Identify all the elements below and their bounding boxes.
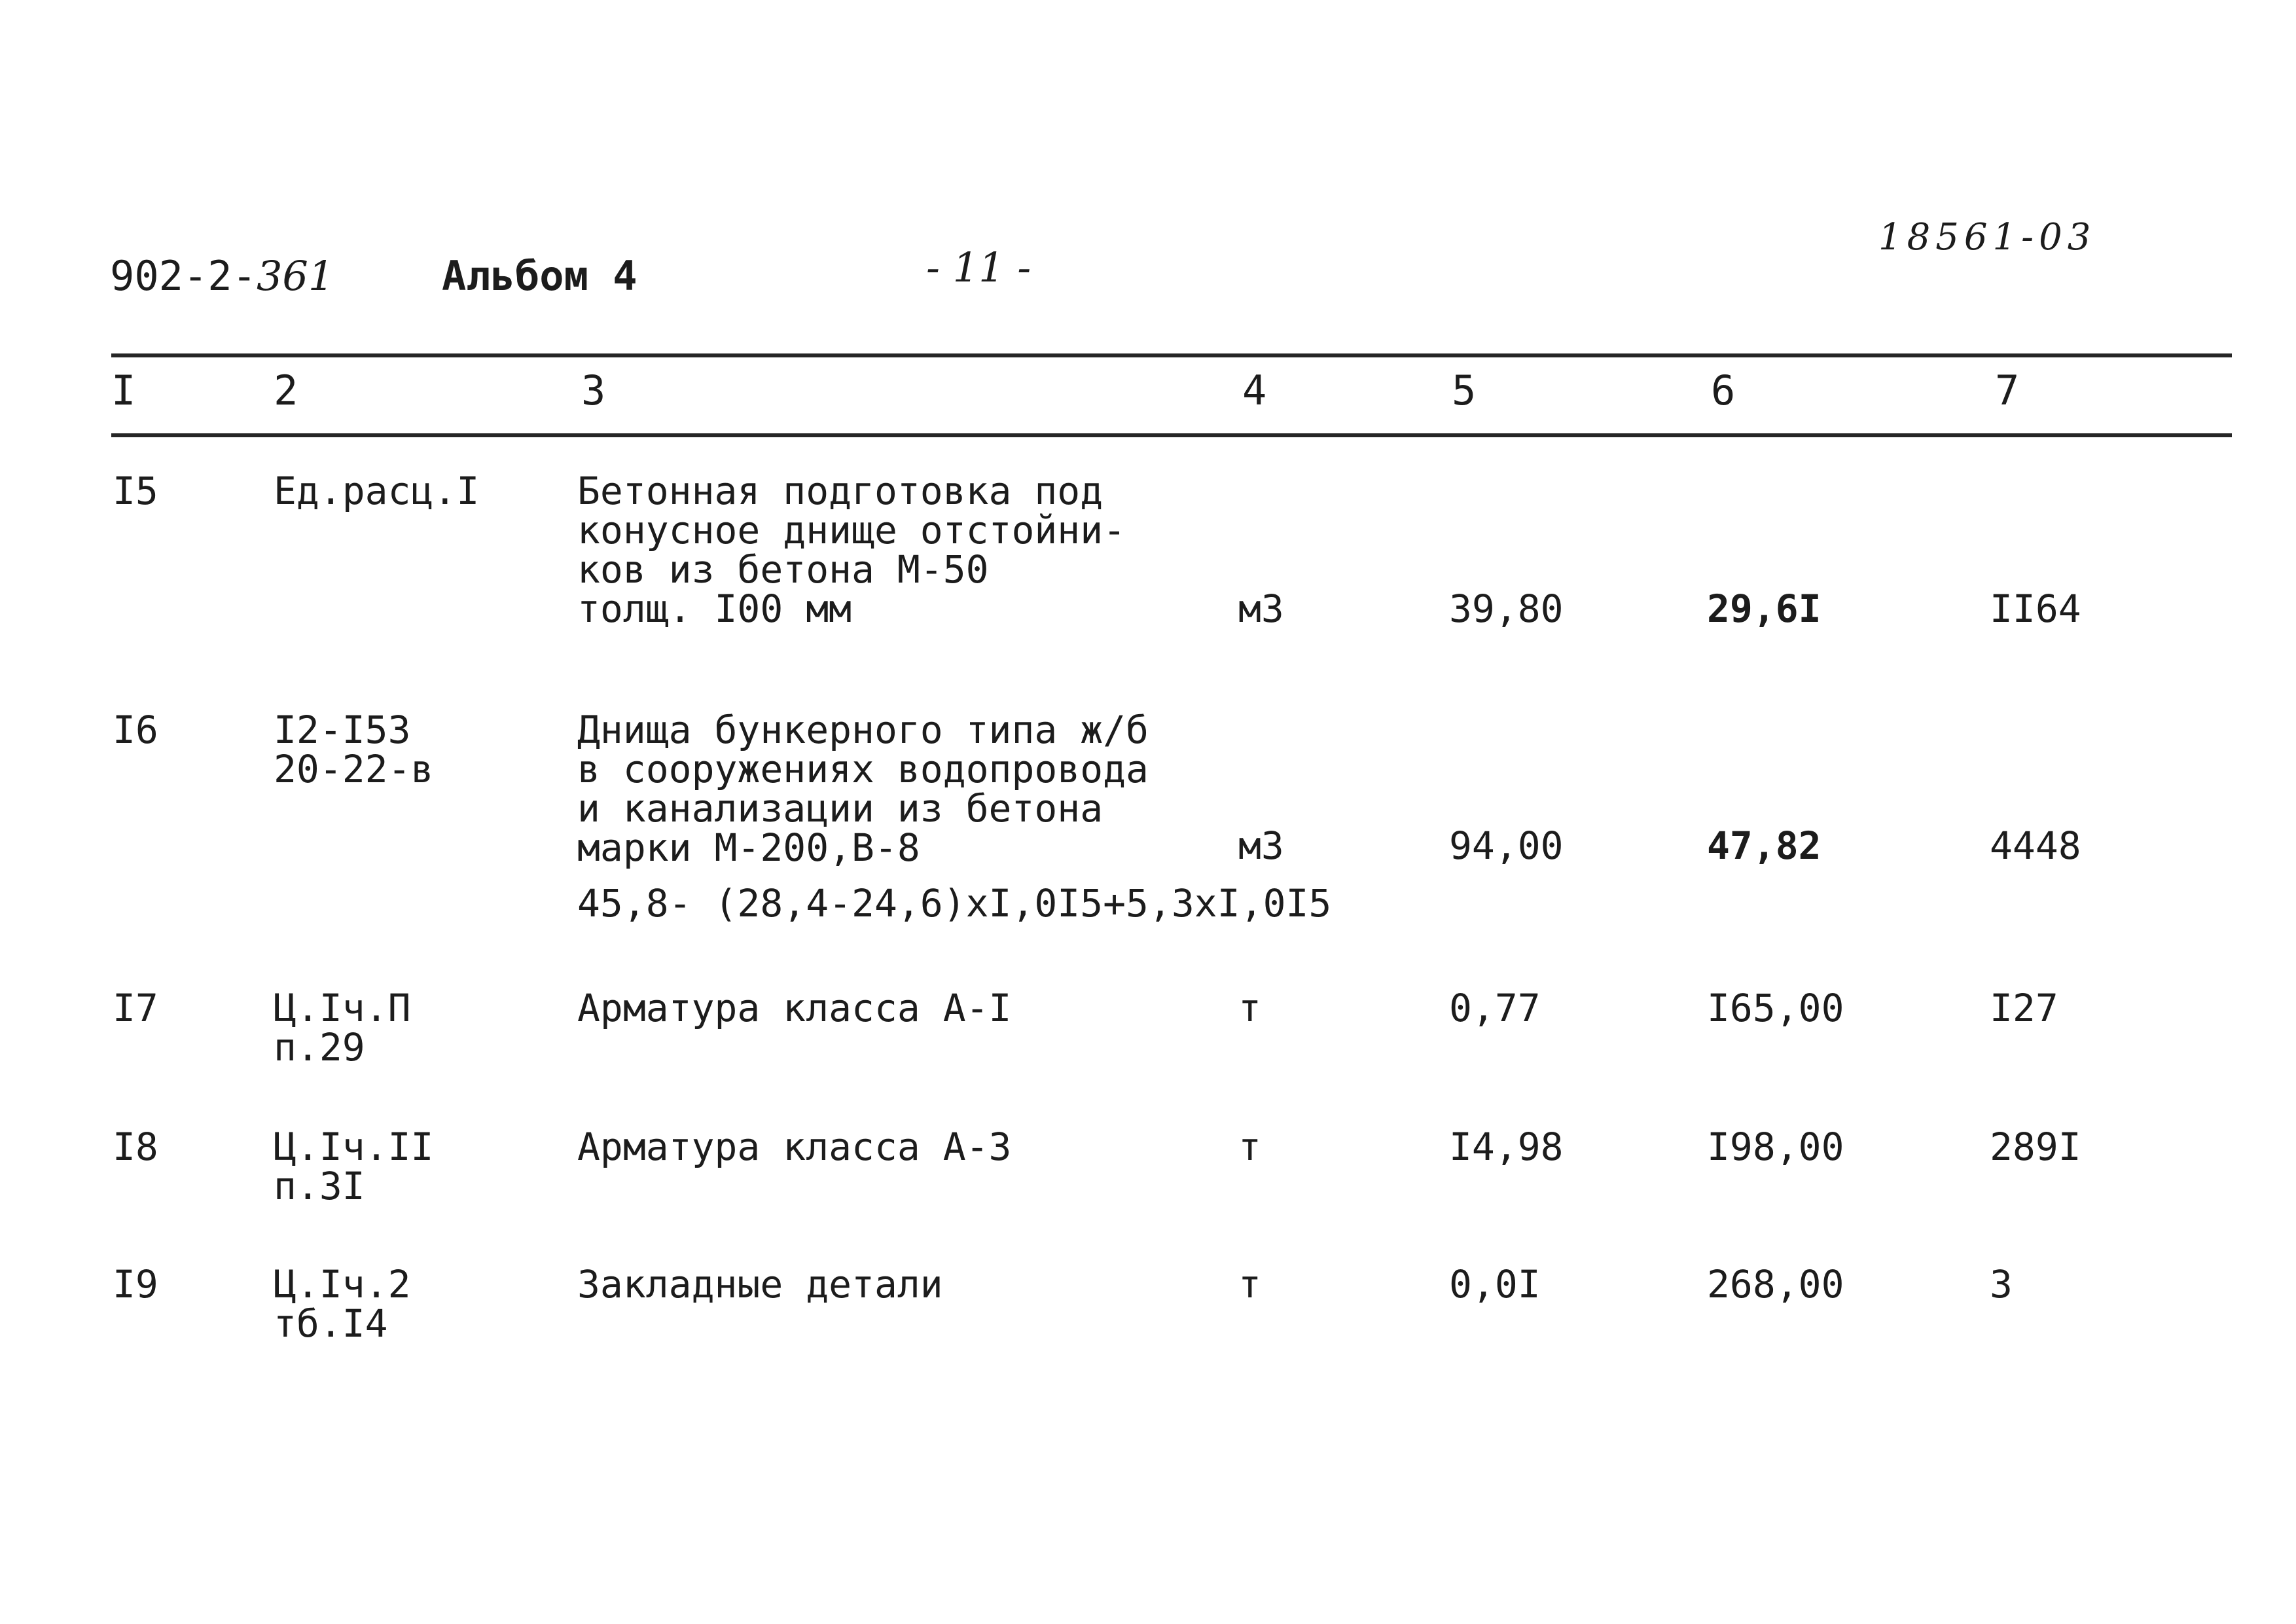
total-cost: 4448 [1990, 823, 2081, 868]
work-description: Бетонная подготовка под конусное днище отстойни- ков из бетона М-50 толщ. I00 мм [577, 469, 1126, 631]
column-number: 4 [1242, 367, 1267, 414]
quantity: 39,80 [1449, 586, 1564, 631]
rate-code: Ц.Iч.II п.3I [274, 1125, 434, 1208]
doc-number-handwritten: 361 [256, 252, 334, 300]
column-number: 2 [274, 367, 298, 414]
unit: м3 [1238, 586, 1284, 631]
rate-code: Ц.Iч.2 тб.I4 [274, 1262, 411, 1346]
work-description: Арматура класса А-3 [577, 1125, 1012, 1169]
row-number: I5 [113, 469, 158, 513]
column-number: 3 [581, 367, 606, 414]
row-number: I9 [113, 1262, 158, 1307]
unit-price: I98,00 [1707, 1125, 1844, 1169]
work-description: Закладные детали [577, 1262, 943, 1307]
quantity: I4,98 [1449, 1125, 1564, 1169]
row-number: I7 [113, 986, 158, 1030]
quantity: 0,77 [1449, 986, 1541, 1030]
album-label: Альбом 4 [441, 252, 637, 300]
rate-code: I2-I53 20-22-в [274, 708, 434, 791]
document-header [110, 252, 637, 300]
table-header-rule [111, 433, 2232, 437]
table-top-rule [111, 353, 2232, 357]
unit-price: 268,00 [1707, 1262, 1844, 1307]
total-cost: I27 [1990, 986, 2058, 1030]
unit-price: 47,82 [1707, 823, 1821, 868]
unit: т [1238, 1262, 1261, 1307]
total-cost: 3 [1990, 1262, 2013, 1307]
column-number: 6 [1711, 367, 1736, 414]
unit-price: I65,00 [1707, 986, 1844, 1030]
work-description: Днища бункерного типа ж/б в сооружениях водопровода и канализации из бетона марки М-200,В-8 [577, 708, 1149, 870]
total-cost: II64 [1990, 586, 2081, 631]
total-cost: 289I [1990, 1125, 2081, 1169]
column-number: I [111, 367, 136, 414]
unit: т [1238, 1125, 1261, 1169]
doc-number-prefix: 902-2- [110, 252, 257, 300]
unit: м3 [1238, 823, 1284, 868]
unit: т [1238, 986, 1261, 1030]
rate-code: Ед.расц.I [274, 469, 480, 513]
unit-price: 29,6I [1707, 586, 1821, 631]
archive-code: 18561-03 [1878, 216, 2096, 259]
column-number: 5 [1452, 367, 1477, 414]
column-number: 7 [1995, 367, 2020, 414]
quantity: 94,00 [1449, 823, 1564, 868]
volume-formula: 45,8- (28,4-24,6)хI,0I5+5,3хI,0I5 [577, 881, 1332, 926]
quantity: 0,0I [1449, 1262, 1541, 1307]
rate-code: Ц.Iч.П п.29 [274, 986, 411, 1070]
work-description: Арматура класса А-I [577, 986, 1012, 1030]
page-number: - 11 - [926, 244, 1031, 291]
row-number: I6 [113, 708, 158, 752]
row-number: I8 [113, 1125, 158, 1169]
